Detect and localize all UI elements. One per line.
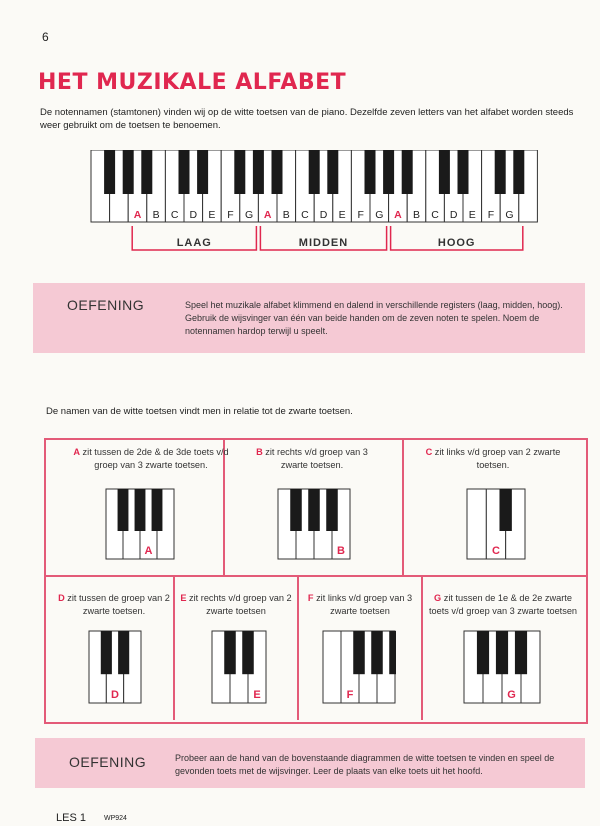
black-key	[496, 631, 508, 674]
cell-c-text	[418, 446, 568, 472]
key-letter: C	[492, 545, 500, 557]
black-key	[141, 150, 152, 194]
cell-a-text	[72, 446, 230, 472]
key-letter: G	[245, 209, 254, 221]
black-key	[477, 631, 489, 674]
mini-keyboard-e	[211, 630, 267, 704]
black-key	[179, 150, 190, 194]
key-letter: G	[434, 593, 442, 603]
black-key	[458, 150, 469, 194]
key-letter: F	[357, 209, 364, 221]
cell-b-text	[242, 446, 382, 472]
black-key	[118, 489, 129, 531]
black-key	[371, 631, 383, 674]
cell-f-text	[302, 592, 418, 618]
black-key	[495, 150, 506, 194]
black-key	[308, 489, 320, 531]
section-subtitle: De namen van de witte toetsen vindt men in relatie tot de zwarte toetsen.	[46, 406, 353, 417]
cell-g-text	[426, 592, 580, 618]
black-key	[326, 489, 338, 531]
black-key	[515, 631, 527, 674]
key-letter: B	[337, 545, 345, 557]
black-key	[365, 150, 376, 194]
exercise-box-2	[35, 738, 585, 788]
key-letter: B	[256, 447, 263, 457]
register-label: HOOG	[437, 237, 476, 249]
grid-divider	[297, 577, 299, 720]
key-letter: D	[111, 689, 119, 701]
cell-desc: zit tussen de 2de & de 3de toets v/d groep van 3 zwarte toetsen.	[80, 447, 229, 470]
key-letter: C	[301, 209, 309, 221]
black-key	[402, 150, 413, 194]
black-key	[152, 489, 163, 531]
key-letter: A	[263, 209, 272, 221]
page-title: HET MUZIKALE ALFABET	[38, 70, 347, 95]
key-letter: F	[346, 689, 354, 701]
mini-keyboard-a	[105, 488, 175, 560]
key-letter: E	[468, 209, 476, 221]
register-label: LAAG	[176, 237, 212, 249]
key-letter: F	[307, 593, 314, 603]
key-letter: C	[170, 209, 179, 221]
black-key	[290, 489, 302, 531]
black-key	[253, 150, 264, 194]
key-letter: A	[394, 209, 402, 221]
mini-keyboard-b	[277, 488, 351, 560]
key-letter: A	[144, 545, 153, 557]
key-letter: E	[208, 209, 216, 221]
cell-desc: zit links v/d groep van 3 zwarte toetsen	[313, 593, 413, 616]
black-key	[513, 150, 524, 194]
cell-desc: zit tussen de groep van 2 zwarte toetsen.	[64, 593, 170, 616]
black-key	[123, 150, 134, 194]
black-key	[135, 489, 146, 531]
black-key	[439, 150, 450, 194]
key-letter: A	[73, 447, 80, 457]
footer-lesson: LES 1	[56, 812, 86, 824]
black-key	[327, 150, 338, 194]
black-key	[389, 631, 396, 674]
mini-keyboard-g	[463, 630, 541, 704]
key-letter: D	[319, 209, 328, 221]
key-letter: F	[227, 209, 234, 221]
key-letter: G	[505, 209, 514, 221]
key-letter: G	[507, 689, 516, 701]
cell-desc: zit rechts v/d groep van 3 zwarte toetsen.	[262, 447, 368, 470]
key-letter: E	[180, 593, 187, 603]
grid-divider	[402, 440, 404, 575]
exercise-label: OEFENING	[69, 754, 147, 770]
key-letter: A	[133, 209, 142, 221]
exercise-label: OEFENING	[67, 297, 145, 313]
exercise-text: Probeer aan de hand van de bovenstaande diagrammen de witte toetsen te vinden en speel de gevonden toets met de wijsvinger. Leer de plaats van elke toets uit het hoofd.	[175, 753, 555, 776]
black-key	[309, 150, 320, 194]
key-letter: C	[425, 447, 433, 457]
cell-d-text	[56, 592, 172, 618]
key-letter: G	[375, 209, 384, 221]
main-keyboard	[88, 150, 538, 260]
black-key	[101, 631, 112, 674]
grid-divider	[173, 577, 175, 720]
black-key	[242, 631, 254, 674]
key-letter: E	[338, 209, 346, 221]
mini-keyboard-d	[88, 630, 142, 704]
cell-e-text	[178, 592, 294, 618]
footer-code: WP924	[104, 815, 127, 822]
key-letter: B	[152, 209, 160, 221]
key-letter: B	[282, 209, 290, 221]
black-key	[499, 489, 511, 531]
mini-keyboard-c	[466, 488, 526, 560]
black-key	[234, 150, 245, 194]
key-letter: E	[253, 689, 261, 701]
white-key	[323, 631, 341, 703]
register-label: MIDDEN	[298, 237, 349, 249]
key-letter: D	[189, 209, 198, 221]
black-key	[118, 631, 129, 674]
key-letter: B	[412, 209, 421, 221]
white-key	[467, 489, 486, 559]
mini-keyboard-f	[322, 630, 396, 704]
black-key	[224, 631, 236, 674]
exercise-box-1	[33, 283, 585, 353]
exercise-text: Speel het muzikale alfabet klimmend en dalend in verschillende registers (laag, midden, hoog). Gebruik de wijsvinger van één van beide handen om de zeven noten te spelen. Noem de notennamen hardop terwijl u speelt.	[185, 300, 563, 336]
black-key	[272, 150, 283, 194]
grid-divider	[421, 577, 423, 720]
page-number: 6	[42, 30, 49, 44]
black-key	[353, 631, 365, 674]
cell-desc: zit rechts v/d groep van 2 zwarte toetsen	[186, 593, 292, 616]
grid-divider	[46, 575, 586, 577]
key-letter: C	[431, 209, 439, 221]
cell-desc: zit tussen de 1e & de 2e zwarte toets v/d groep van 3 zwarte toetsen	[428, 593, 578, 616]
key-letter: D	[58, 593, 65, 603]
black-key	[197, 150, 208, 194]
key-letter: F	[487, 209, 495, 221]
intro-paragraph: De notennamen (stamtonen) vinden wij op de witte toetsen van de piano. Dezelfde zeven letters van het alfabet worden steeds weer gebruikt om de toetsen te benoemen.	[40, 107, 574, 131]
key-letter: D	[449, 209, 458, 221]
cell-desc: zit links v/d groep van 2 zwarte toetsen.	[432, 447, 561, 470]
black-key	[383, 150, 394, 194]
black-key	[104, 150, 115, 194]
